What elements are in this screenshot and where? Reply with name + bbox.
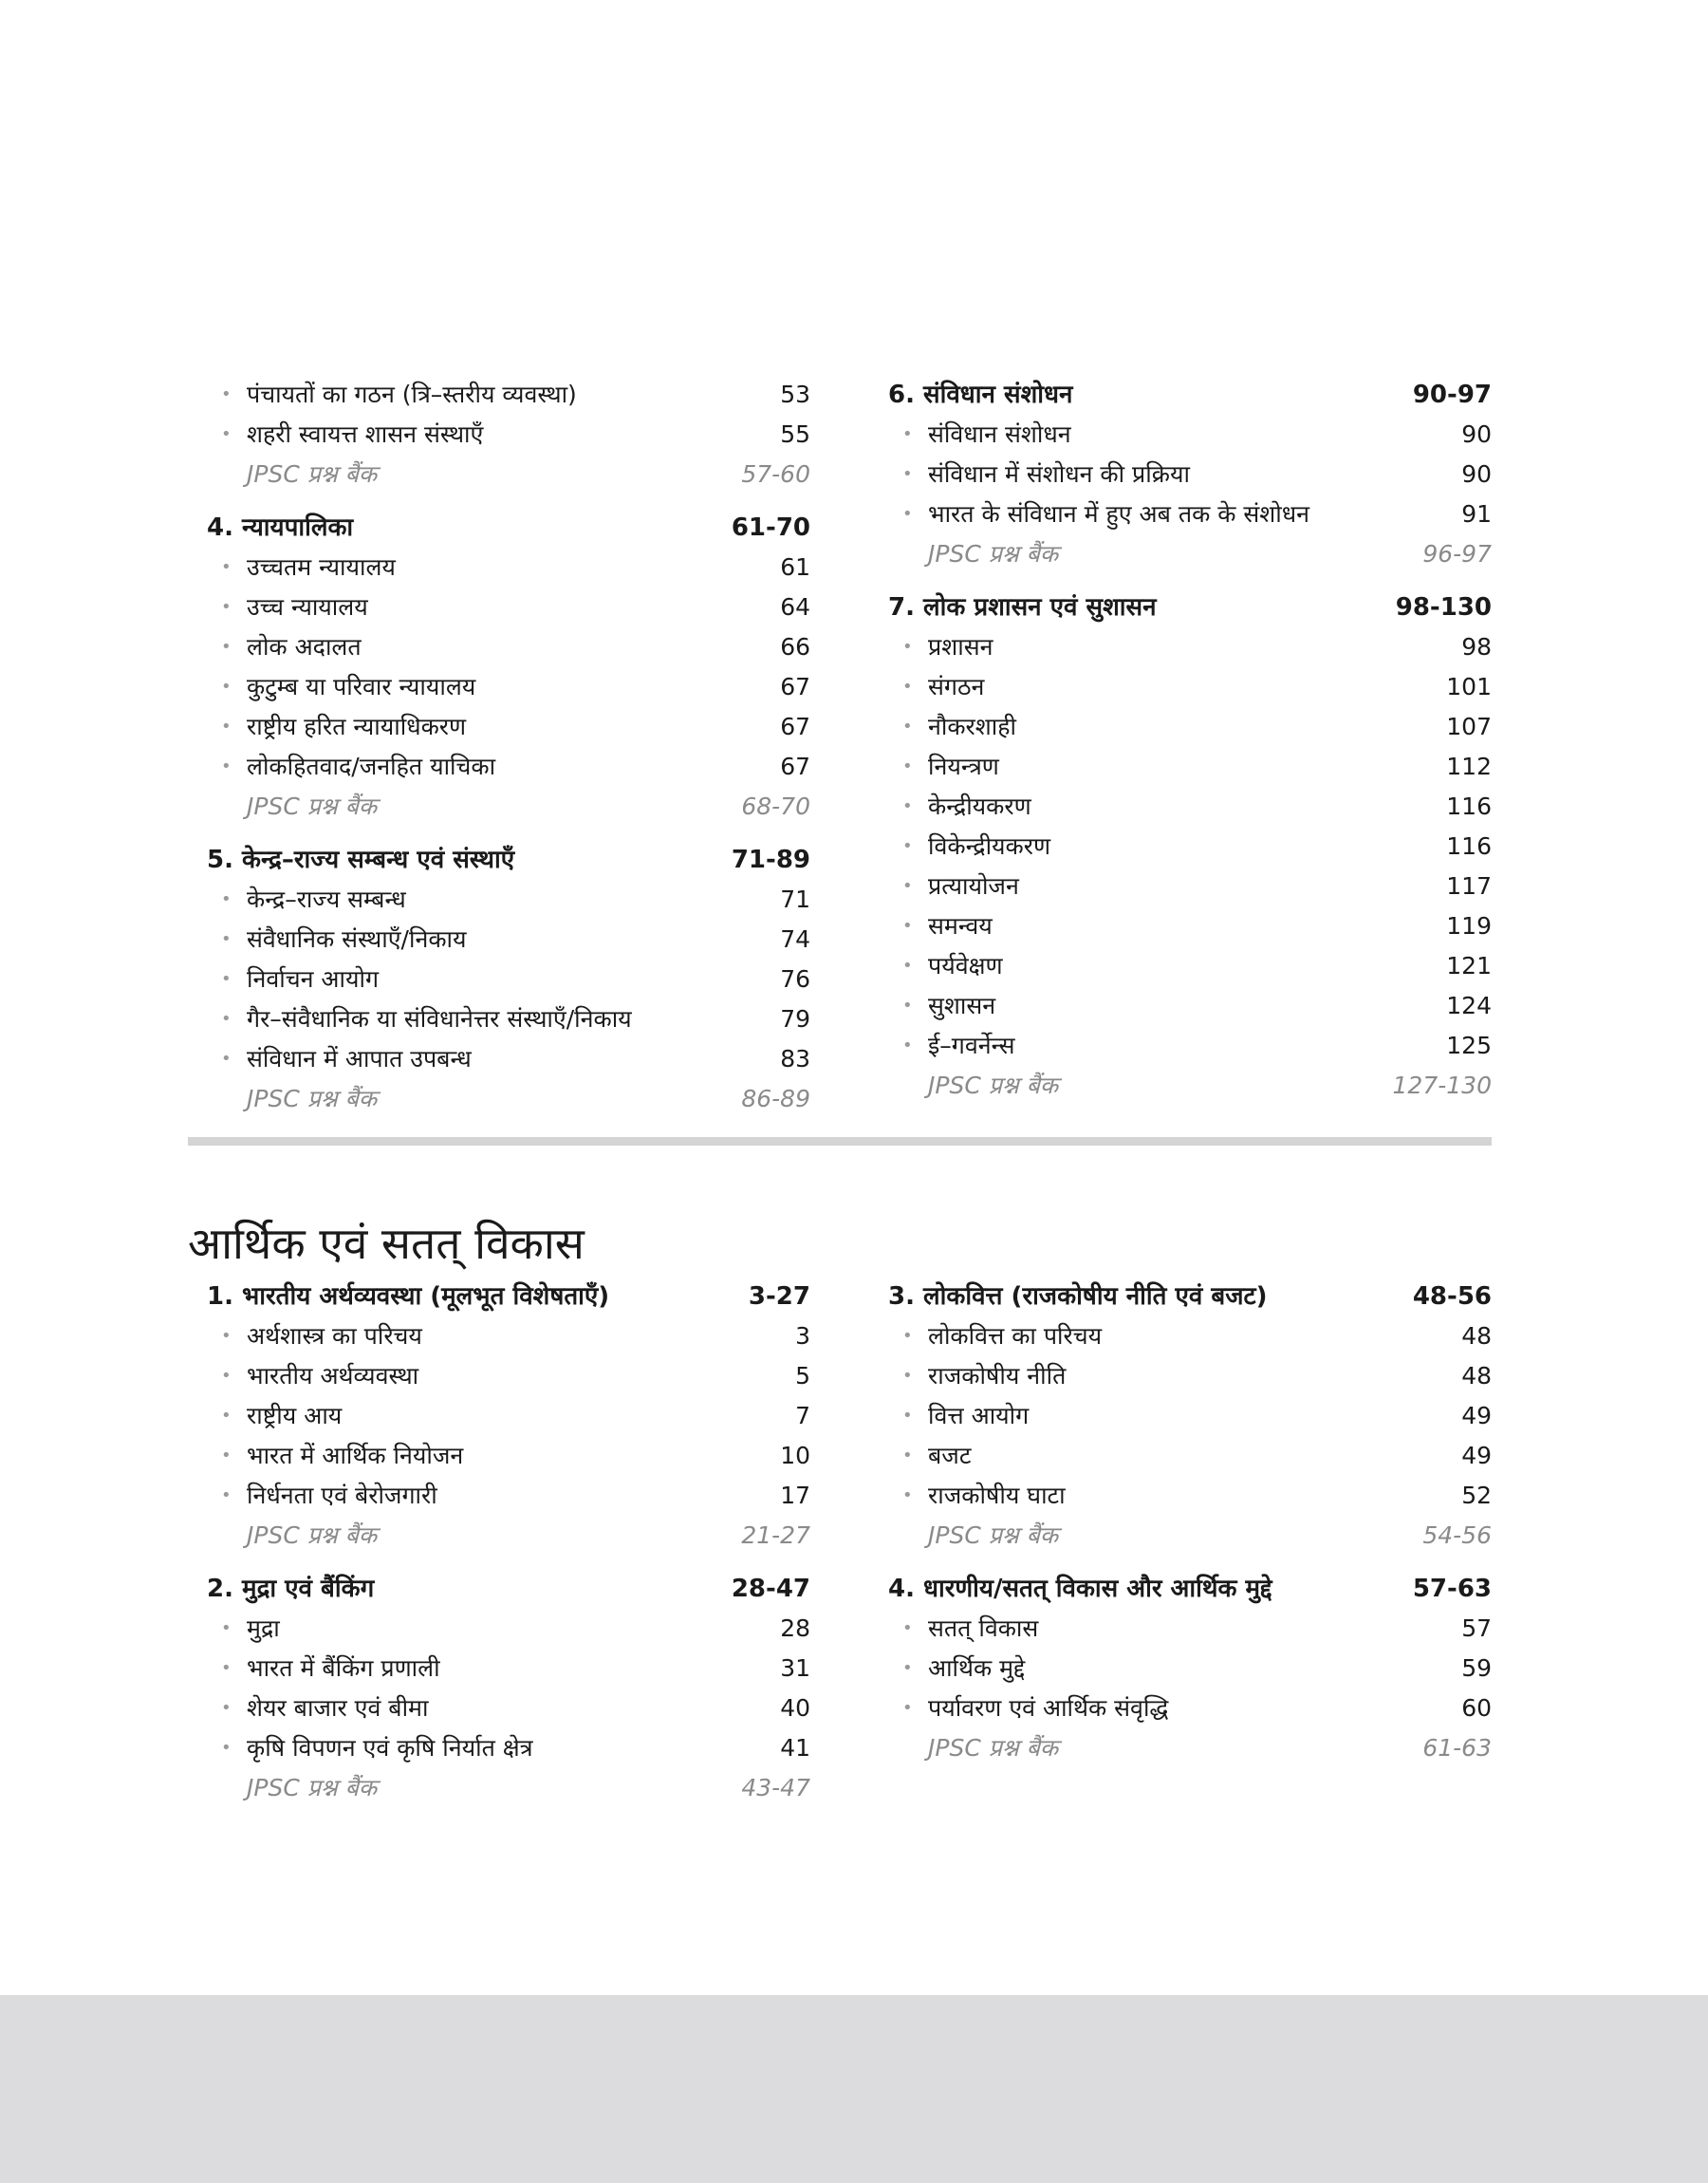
toc-page-number: 64 [780, 593, 810, 621]
bullet-icon: • [221, 1618, 232, 1638]
toc-topic-row[interactable] [207, 1477, 810, 1515]
toc-entry-label: 1. भारतीय अर्थव्यवस्था (मूलभूत विशेषताएँ) [207, 1282, 610, 1311]
toc-entry-label: भारत में बैंकिंग प्रणाली [247, 1654, 440, 1682]
toc-chapter-row[interactable] [207, 841, 810, 879]
toc-topic-row[interactable] [207, 376, 810, 414]
toc-page-number: 57-63 [1412, 1575, 1492, 1603]
bullet-icon: • [221, 929, 232, 949]
bullet-icon: • [221, 889, 232, 909]
toc-topic-row[interactable] [207, 1040, 810, 1078]
bullet-icon: • [221, 1446, 232, 1465]
toc-entry-label: कुटुम्ब या परिवार न्यायालय [247, 673, 476, 700]
toc-entry-label: नियन्त्रण [928, 753, 999, 780]
toc-page-number: 79 [780, 1005, 810, 1033]
toc-entry-label: संविधान में आपात उपबन्ध [247, 1045, 472, 1073]
toc-topic-row[interactable] [207, 1610, 810, 1648]
toc-page-number: 28-47 [731, 1575, 810, 1603]
toc-entry-label: नौकरशाही [928, 713, 1017, 740]
toc-topic-row[interactable] [888, 788, 1492, 826]
toc-column-top-left [207, 376, 810, 1135]
toc-page-number: 43-47 [741, 1774, 810, 1801]
toc-entry-label: 7. लोक प्रशासन एवं सुशासन [888, 593, 1157, 622]
toc-topic-row[interactable] [888, 708, 1492, 746]
toc-entry-label: निर्धनता एवं बेरोजगारी [247, 1482, 437, 1509]
bullet-icon: • [902, 956, 913, 976]
toc-page-number: 55 [780, 420, 810, 448]
toc-page-number: 5 [795, 1362, 810, 1390]
toc-entry-label: उच्चतम न्यायालय [247, 553, 396, 581]
toc-page-number: 121 [1446, 952, 1492, 980]
bullet-icon: • [221, 1009, 232, 1029]
toc-entry-label: राष्ट्रीय हरित न्यायाधिकरण [247, 713, 467, 740]
bullet-icon: • [902, 1485, 913, 1505]
bullet-icon: • [221, 384, 232, 404]
toc-topic-row[interactable] [207, 588, 810, 626]
toc-topic-row[interactable] [888, 1357, 1492, 1395]
toc-topic-row[interactable] [207, 549, 810, 587]
toc-entry-label: वित्त आयोग [928, 1402, 1030, 1429]
toc-page-number: 117 [1446, 872, 1492, 900]
toc-page-number: 49 [1461, 1442, 1492, 1469]
bullet-icon: • [902, 756, 913, 776]
toc-page-number: 90 [1461, 420, 1492, 448]
bullet-icon: • [902, 464, 913, 484]
toc-entry-label: 6. संविधान संशोधन [888, 381, 1073, 409]
toc-topic-row[interactable] [888, 1397, 1492, 1435]
bullet-icon: • [221, 1485, 232, 1505]
toc-topic-row[interactable] [207, 1397, 810, 1435]
toc-entry-label: JPSC प्रश्न बैंक [247, 1774, 378, 1801]
bullet-icon: • [221, 557, 232, 577]
toc-topic-row[interactable] [888, 416, 1492, 454]
toc-entry-label: गैर–संवैधानिक या संविधानेत्तर संस्थाएँ/निकाय [247, 1005, 632, 1033]
bullet-icon: • [221, 1366, 232, 1386]
toc-entry-label: 4. न्यायपालिका [207, 513, 354, 542]
bullet-icon: • [221, 677, 232, 697]
bullet-icon: • [902, 1366, 913, 1386]
toc-entry-label: JPSC प्रश्न बैंक [247, 793, 378, 820]
toc-entry-label: संविधान में संशोधन की प्रक्रिया [928, 460, 1190, 488]
toc-topic-row[interactable] [888, 628, 1492, 666]
toc-entry-label: राष्ट्रीय आय [247, 1402, 343, 1429]
toc-column-bottom-right [888, 1278, 1492, 1828]
toc-page-number: 66 [780, 633, 810, 661]
toc-page-number: 40 [780, 1694, 810, 1722]
toc-page-number: 83 [780, 1045, 810, 1073]
bullet-icon: • [221, 1049, 232, 1069]
toc-topic-row[interactable] [888, 1610, 1492, 1648]
toc-entry-label: भारतीय अर्थव्यवस्था [247, 1362, 419, 1390]
section-title: आर्थिक एवं सतत् विकास [188, 1218, 585, 1269]
toc-page-number: 101 [1446, 673, 1492, 700]
bullet-icon: • [221, 717, 232, 737]
toc-page-number: 76 [780, 965, 810, 993]
toc-chapter-row[interactable] [888, 376, 1492, 414]
bullet-icon: • [902, 1658, 913, 1678]
toc-topic-row[interactable] [888, 828, 1492, 866]
toc-entry-label: लोकवित्त का परिचय [928, 1322, 1103, 1350]
toc-page-number: 48 [1461, 1362, 1492, 1390]
bullet-icon: • [221, 637, 232, 657]
bullet-icon: • [221, 1738, 232, 1758]
toc-entry-label: सुशासन [928, 992, 996, 1019]
toc-topic-row[interactable] [888, 1689, 1492, 1727]
footer-band [0, 1995, 1708, 2183]
toc-topic-row[interactable] [207, 1000, 810, 1038]
toc-column-top-right [888, 376, 1492, 1135]
toc-entry-label: 2. मुद्रा एवं बैंकिंग [207, 1575, 375, 1603]
toc-page-number: 112 [1446, 753, 1492, 780]
toc-topic-row[interactable] [207, 961, 810, 998]
toc-page-number: 61-70 [731, 513, 810, 542]
toc-topic-row[interactable] [888, 1317, 1492, 1355]
bullet-icon: • [902, 504, 913, 524]
bullet-icon: • [902, 916, 913, 936]
toc-entry-label: उच्च न्यायालय [247, 593, 368, 621]
toc-chapter-row[interactable] [207, 1570, 810, 1608]
toc-page-number: 3 [795, 1322, 810, 1350]
toc-entry-label: विकेन्द्रीयकरण [928, 832, 1051, 860]
toc-page-number: 68-70 [741, 793, 810, 820]
toc-topic-row[interactable] [888, 1437, 1492, 1475]
toc-page-number: 49 [1461, 1402, 1492, 1429]
bullet-icon: • [902, 1036, 913, 1055]
toc-page-number: 17 [780, 1482, 810, 1509]
toc-entry-label: प्रत्यायोजन [928, 872, 1019, 900]
toc-topic-row[interactable] [207, 1689, 810, 1727]
toc-page-number: 21-27 [741, 1521, 810, 1549]
toc-page-number: 119 [1446, 912, 1492, 940]
toc-page-number: 60 [1461, 1694, 1492, 1722]
toc-page-number: 54-56 [1422, 1521, 1492, 1549]
toc-topic-row[interactable] [888, 668, 1492, 706]
toc-page-number: 59 [1461, 1654, 1492, 1682]
toc-chapter-row[interactable] [888, 588, 1492, 626]
toc-page-number: 7 [795, 1402, 810, 1429]
toc-chapter-row[interactable] [207, 509, 810, 547]
toc-topic-row[interactable] [888, 947, 1492, 985]
toc-page-number: 98-130 [1395, 593, 1492, 622]
toc-question-bank-row[interactable] [207, 1080, 810, 1118]
toc-topic-row[interactable] [888, 1650, 1492, 1688]
bullet-icon: • [221, 969, 232, 989]
toc-question-bank-row[interactable] [888, 1517, 1492, 1555]
toc-topic-row[interactable] [207, 628, 810, 666]
toc-page-number: 52 [1461, 1482, 1492, 1509]
bullet-icon: • [221, 1658, 232, 1678]
toc-page-number: 57 [1461, 1614, 1492, 1642]
toc-entry-label: ई–गवर्नेन्स [928, 1032, 1015, 1059]
toc-topic-row[interactable] [207, 1650, 810, 1688]
bullet-icon: • [221, 1406, 232, 1426]
toc-page-number: 86-89 [741, 1085, 810, 1112]
toc-column-bottom-left [207, 1278, 810, 1828]
bullet-icon: • [902, 424, 913, 444]
toc-page-number: 10 [780, 1442, 810, 1469]
toc-topic-row[interactable] [207, 708, 810, 746]
toc-page-number: 67 [780, 753, 810, 780]
toc-topic-row[interactable] [888, 495, 1492, 533]
toc-entry-label: पर्यवेक्षण [928, 952, 1003, 980]
toc-page-number: 48-56 [1412, 1282, 1492, 1311]
toc-page-number: 28 [780, 1614, 810, 1642]
toc-topic-row[interactable] [207, 1357, 810, 1395]
toc-entry-label: बजट [928, 1442, 972, 1469]
toc-question-bank-row[interactable] [207, 1517, 810, 1555]
toc-page-number: 67 [780, 713, 810, 740]
toc-topic-row[interactable] [207, 1437, 810, 1475]
bullet-icon: • [902, 1618, 913, 1638]
toc-question-bank-row[interactable] [888, 1067, 1492, 1105]
toc-entry-label: केन्द्रीयकरण [928, 793, 1031, 820]
toc-page-number: 53 [780, 381, 810, 408]
toc-page-number: 116 [1446, 793, 1492, 820]
toc-page-number: 127-130 [1392, 1072, 1492, 1099]
toc-entry-label: संगठन [928, 673, 985, 700]
toc-page-number: 90-97 [1412, 381, 1492, 409]
toc-entry-label: मुद्रा [247, 1614, 280, 1642]
bullet-icon: • [221, 597, 232, 617]
toc-page-number: 98 [1461, 633, 1492, 661]
toc-entry-label: राजकोषीय घाटा [928, 1482, 1066, 1509]
toc-entry-label: संविधान संशोधन [928, 420, 1071, 448]
toc-topic-row[interactable] [207, 416, 810, 454]
toc-topic-row[interactable] [207, 748, 810, 786]
bullet-icon: • [902, 677, 913, 697]
toc-entry-label: 4. धारणीय/सतत् विकास और आर्थिक मुद्दे [888, 1575, 1272, 1603]
toc-entry-label: JPSC प्रश्न बैंक [247, 1521, 378, 1549]
toc-entry-label: भारत में आर्थिक नियोजन [247, 1442, 464, 1469]
toc-topic-row[interactable] [888, 1477, 1492, 1515]
toc-topic-row[interactable] [888, 456, 1492, 494]
toc-entry-label: JPSC प्रश्न बैंक [928, 540, 1059, 568]
bullet-icon: • [902, 996, 913, 1016]
toc-entry-label: संवैधानिक संस्थाएँ/निकाय [247, 925, 467, 953]
toc-entry-label: लोक अदालत [247, 633, 362, 661]
toc-page-number: 71-89 [731, 846, 810, 874]
bullet-icon: • [221, 424, 232, 444]
toc-chapter-row[interactable] [888, 1570, 1492, 1608]
toc-entry-label: JPSC प्रश्न बैंक [928, 1072, 1059, 1099]
toc-topic-row[interactable] [207, 921, 810, 959]
toc-entry-label: निर्वाचन आयोग [247, 965, 380, 993]
toc-page-number: 48 [1461, 1322, 1492, 1350]
bullet-icon: • [902, 1326, 913, 1346]
toc-entry-label: 5. केन्द्र–राज्य सम्बन्ध एवं संस्थाएँ [207, 846, 515, 874]
toc-topic-row[interactable] [888, 1027, 1492, 1065]
toc-page-number: 116 [1446, 832, 1492, 860]
toc-entry-label: 3. लोकवित्त (राजकोषीय नीति एवं बजट) [888, 1282, 1268, 1311]
bullet-icon: • [902, 1698, 913, 1718]
toc-topic-row[interactable] [888, 748, 1492, 786]
toc-topic-row[interactable] [207, 1729, 810, 1767]
toc-page-number: 71 [780, 886, 810, 913]
toc-question-bank-row[interactable] [207, 456, 810, 494]
toc-question-bank-row[interactable] [207, 1769, 810, 1807]
toc-topic-row[interactable] [207, 881, 810, 919]
bullet-icon: • [221, 1326, 232, 1346]
toc-entry-label: भारत के संविधान में हुए अब तक के संशोधन [928, 500, 1310, 528]
toc-page-number: 90 [1461, 460, 1492, 488]
toc-topic-row[interactable] [207, 668, 810, 706]
bullet-icon: • [902, 836, 913, 856]
toc-page-number: 74 [780, 925, 810, 953]
toc-question-bank-row[interactable] [888, 1729, 1492, 1767]
section-divider [188, 1137, 1492, 1146]
toc-entry-label: समन्वय [928, 912, 993, 940]
toc-chapter-row[interactable] [888, 1278, 1492, 1315]
toc-page-number: 125 [1446, 1032, 1492, 1059]
toc-entry-label: कृषि विपणन एवं कृषि निर्यात क्षेत्र [247, 1734, 533, 1762]
bullet-icon: • [902, 637, 913, 657]
toc-page-number: 41 [780, 1734, 810, 1762]
toc-topic-row[interactable] [888, 987, 1492, 1025]
toc-entry-label: सतत् विकास [928, 1614, 1039, 1642]
toc-entry-label: अर्थशास्त्र का परिचय [247, 1322, 422, 1350]
toc-page-number: 91 [1461, 500, 1492, 528]
bullet-icon: • [902, 1406, 913, 1426]
toc-entry-label: JPSC प्रश्न बैंक [247, 1085, 378, 1112]
toc-chapter-row[interactable] [207, 1278, 810, 1315]
toc-question-bank-row[interactable] [888, 535, 1492, 573]
toc-entry-label: JPSC प्रश्न बैंक [247, 460, 378, 488]
toc-entry-label: प्रशासन [928, 633, 993, 661]
toc-page-number: 3-27 [748, 1282, 810, 1311]
toc-page-number: 96-97 [1422, 540, 1492, 568]
toc-page-number: 31 [780, 1654, 810, 1682]
toc-topic-row[interactable] [888, 868, 1492, 905]
toc-page-number: 124 [1446, 992, 1492, 1019]
toc-page-number: 57-60 [741, 460, 810, 488]
toc-page-number: 61-63 [1422, 1734, 1492, 1762]
toc-page-number: 107 [1446, 713, 1492, 740]
toc-topic-row[interactable] [207, 1317, 810, 1355]
toc-entry-label: शहरी स्वायत्त शासन संस्थाएँ [247, 420, 484, 448]
bullet-icon: • [221, 756, 232, 776]
toc-entry-label: आर्थिक मुद्दे [928, 1654, 1026, 1682]
toc-entry-label: JPSC प्रश्न बैंक [928, 1521, 1059, 1549]
toc-entry-label: पर्यावरण एवं आर्थिक संवृद्धि [928, 1694, 1169, 1722]
bullet-icon: • [902, 876, 913, 896]
toc-page-number: 61 [780, 553, 810, 581]
toc-page-number: 67 [780, 673, 810, 700]
toc-entry-label: JPSC प्रश्न बैंक [928, 1734, 1059, 1762]
toc-entry-label: पंचायतों का गठन (त्रि–स्तरीय व्यवस्था) [247, 381, 577, 408]
toc-topic-row[interactable] [888, 907, 1492, 945]
toc-entry-label: शेयर बाजार एवं बीमा [247, 1694, 429, 1722]
bullet-icon: • [902, 796, 913, 816]
toc-entry-label: केन्द्र–राज्य सम्बन्ध [247, 886, 406, 913]
toc-entry-label: राजकोषीय नीति [928, 1362, 1067, 1390]
bullet-icon: • [221, 1698, 232, 1718]
toc-question-bank-row[interactable] [207, 788, 810, 826]
toc-entry-label: लोकहितवाद/जनहित याचिका [247, 753, 496, 780]
bullet-icon: • [902, 1446, 913, 1465]
bullet-icon: • [902, 717, 913, 737]
